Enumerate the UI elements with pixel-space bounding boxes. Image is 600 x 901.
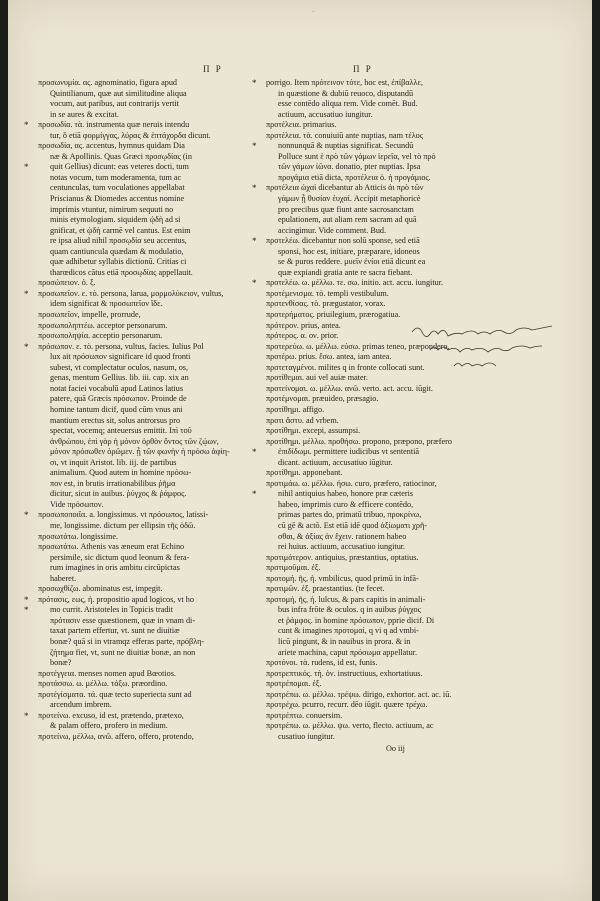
text-line [266, 289, 514, 300]
text-line [266, 626, 514, 637]
line-text: προσωτάτω. longissime. [38, 531, 118, 541]
text-line [38, 521, 288, 532]
line-text: προτρέπω. ω. μέλλω. τρέψω. dirigo, exhortor. act. ac. iū. [266, 689, 452, 699]
line-text: Oo iij [386, 744, 405, 754]
line-text: προτείνομαι. ω. μέλλω. ανῶ. verto. act. accu. iūgit. [266, 383, 433, 393]
line-text: epulationem, aut aliam rem sacram ad quā [278, 215, 417, 225]
line-text: προτίθημι. excepi, assumpsi. [266, 426, 361, 436]
line-text: προσωποποιΐα. a. longissimus. vt πρόσωπος, latissi- [38, 510, 209, 520]
text-line [24, 605, 288, 616]
line-text: Polluce sunt ἑ πρὸ τῶν γάμων ἱερεῖα, vel τὸ πρὸ [278, 151, 436, 161]
line-text: προτρέχω. pcurro, recurr. dēo iūgit. quære τρέχω. [266, 700, 428, 710]
text-line [266, 468, 514, 479]
signature-mark [266, 744, 514, 755]
line-text: σθαι, & ἀξίας ἀν ἔχειν. rationem habeo [278, 531, 407, 541]
text-line [38, 721, 288, 732]
asterisk-mark: * [24, 162, 29, 173]
asterisk-mark: * [252, 141, 257, 152]
line-text: προτομή. ῆς, ἡ. vmbilicus, quod primū in infā- [266, 573, 419, 583]
asterisk-mark: * [24, 710, 29, 721]
text-line [266, 257, 514, 268]
handwritten-marginal-note [410, 322, 600, 378]
folio-mark: · [312, 8, 315, 16]
asterisk-mark: * [24, 120, 29, 131]
line-text: cusatiuo iungitur. [278, 731, 335, 741]
text-line [24, 162, 288, 173]
line-text: προτείνω, μέλλω, ανῶ. affero, offero, protendo, [38, 731, 194, 741]
text-line [38, 626, 288, 637]
line-text: in quæstione & dubiū reuoco, disputandū [278, 88, 414, 98]
text-line [38, 173, 288, 184]
line-text: προτέγίσματα. τά. quæ tecto superiecta sunt ad [38, 689, 192, 699]
line-text: tharœdicos cātus etiā προσῳδίας appellauit. [50, 267, 193, 277]
text-line [266, 711, 514, 722]
line-text: bonæ? [50, 658, 72, 668]
text-line [24, 341, 288, 353]
line-text: ἐπιδίδωμι. permittere iudicibus vt sententiā [278, 447, 420, 457]
line-text: προτάσσω. ω. μέλλω. τάξω. præordino. [38, 679, 168, 689]
line-text: προτέλεια ὠχαὶ dicebantur ab Atticis ἀι πρὸ τῶν [266, 183, 424, 193]
text-line [252, 278, 514, 289]
line-text: προσωχθίζω. abominatus est, impegit. [38, 584, 163, 594]
line-text: προτίθημι. μέλλω. προθήσω. propono, præpono, præfero [266, 436, 452, 446]
text-line [38, 99, 288, 110]
text-line [266, 437, 514, 448]
line-text: rei huius. actiuum, accusatiuo iungitur. [278, 542, 406, 552]
line-text: μόνον πρόσωθεν ὁρῶμεν. ᾗ τῶν φωνὴν ἡ πρόσω ἀφίη- [50, 447, 230, 457]
line-text: πρότερον. prius, antea. [266, 320, 341, 330]
text-line [38, 257, 288, 268]
text-line [38, 321, 288, 332]
asterisk-mark: * [252, 278, 257, 289]
line-text: notat faciei vocabulū apud Latinos latius [50, 383, 184, 393]
line-text: προτέλεια. τὰ. conuiuiū ante nuptias, nam τέλος [266, 130, 424, 140]
asterisk-mark: * [252, 447, 257, 458]
text-line [38, 437, 288, 448]
line-text: quam cantiuncula quædam & modulatio, [50, 246, 184, 256]
text-line [38, 89, 288, 100]
text-line [266, 89, 514, 100]
text-line [252, 447, 514, 458]
text-line [266, 553, 514, 564]
line-text: notas vocum, tum moderamenta, tum ac [50, 172, 182, 182]
text-line [266, 384, 514, 395]
text-line [38, 363, 288, 374]
text-line [38, 78, 288, 89]
text-line [266, 416, 514, 427]
line-text: quit Gellius) dicunt: eas veteres docti, tum [50, 162, 189, 172]
text-line [24, 120, 288, 131]
line-text: προτερήματος. priuilegium, prærogatiua. [266, 310, 401, 320]
text-line [38, 690, 288, 701]
text-line [266, 574, 514, 585]
line-text: σι, vt inquit Aristot. lib. iij. de partibus [50, 457, 177, 467]
text-line [252, 236, 514, 247]
line-text: προτιμότερον. antiquius, præstantius, optatius. [266, 552, 419, 562]
line-text: rum imagines in oris ambitu circūpictas [50, 563, 180, 573]
line-text: προσωπεῖον, impelle, prorrude, [38, 310, 141, 320]
line-text: vocum, aut paribus, aut contrarijs vertit [50, 99, 179, 109]
line-text: esse contēdo aliqua rem. Vide comēt. Bud. [278, 99, 418, 109]
text-line [266, 690, 514, 701]
text-line [266, 532, 514, 543]
line-text: προγάμια etiā dicta, προτέλεια ὁ. ἡ προγάμιος. [278, 172, 431, 182]
line-text: προτέμενισμα. τὸ. templi vestibulum. [266, 288, 389, 298]
text-line [266, 500, 514, 511]
text-line [266, 173, 514, 184]
text-line [38, 110, 288, 121]
line-text: patere, quā Græcis πρόσωπον. Proinde de [50, 394, 187, 404]
line-text: cunt & imagines προτομαί, q vi q ad vmbi- [278, 626, 419, 636]
text-line [24, 510, 288, 521]
line-text: imprimis vtuntur, nimirum sequuti no [50, 204, 174, 214]
asterisk-mark: * [24, 510, 29, 521]
asterisk-mark: * [24, 594, 29, 605]
line-text: dicant. actiuum, accusatiuo iūgitur. [278, 457, 393, 467]
text-line [266, 394, 514, 405]
text-line [266, 152, 514, 163]
text-line [38, 584, 288, 595]
line-text: subest, vt complectatur oculos, nasum, os, [50, 362, 189, 372]
line-text: bus infra frōte & oculos. q in auibus ῥύγχος [278, 605, 421, 615]
line-text: προσωποληπτέω. acceptor personarum. [38, 320, 168, 330]
line-text: προτιμάω. ω. μέλλω. ήσω. curo, præfero, ratiocinor, [266, 478, 437, 488]
text-line [38, 700, 288, 711]
text-line [38, 405, 288, 416]
line-text: gnificat, et ᾠδὴ carmē vel cantus. Est enim [50, 225, 191, 235]
text-line [266, 426, 514, 437]
text-line [266, 648, 514, 659]
line-text: genas, mentum Gellius. lib. iii. cap. xix an [50, 373, 189, 383]
text-line [266, 120, 514, 131]
line-text: προσωπεῖον. ε. τὸ. persona, larua, μορμολύκειον, vultus, [38, 288, 224, 298]
line-text: προτι ἄστυ. ad vrbem. [266, 415, 339, 425]
text-line [266, 131, 514, 142]
line-text: προτελέω. ω. μέλλω. τε. σω. initio. act. accu. iungitur. [266, 278, 444, 288]
text-line [24, 594, 288, 606]
text-line [38, 236, 288, 247]
line-text: haberet. [50, 573, 77, 583]
text-line [266, 162, 514, 173]
line-text: πρότερος. α. ον. prior. [266, 331, 339, 341]
line-text: προσωποληψία. acceptio personarum. [38, 331, 163, 341]
line-text: προτέγγεια. menses nomen apud Bœotios. [38, 668, 176, 678]
line-text: προσωδία. τὰ. instrumenta quæ neruis intendu [38, 120, 190, 130]
line-text: προτελέω. dicebantur non solū sponse, sed etiā [266, 236, 420, 246]
text-line [266, 226, 514, 237]
text-line [38, 616, 288, 627]
text-line [24, 288, 288, 300]
text-line [266, 99, 514, 110]
text-line [38, 563, 288, 574]
text-line [38, 458, 288, 469]
line-text: pro precibus quæ fiunt ante sacrosanctam [278, 204, 414, 214]
line-text: Priscianus & Diomedes accentus nomine [50, 194, 185, 204]
text-line [38, 416, 288, 427]
text-line [266, 110, 514, 121]
line-text: lux ait πρόσωπον significare id quod fronti [50, 352, 191, 362]
line-text: προσωδία, ας. accentus, hymnus quidam Dia [38, 141, 185, 151]
line-text: accingimur. Vide comment. Bud. [278, 225, 387, 235]
text-line [38, 352, 288, 363]
line-text: πον est, in brutis irrationabilibus ῥῆμα [50, 478, 176, 488]
text-line [38, 205, 288, 216]
line-text: spectat, vocemq; anteuersus emittit. Iπὶ τοῦ [50, 426, 192, 436]
text-line [38, 278, 288, 289]
text-line [38, 574, 288, 585]
line-text: in se aures & excitat. [50, 109, 119, 119]
line-text: πρότασις, εως, ἡ. propositio apud logicos, vt ho [38, 594, 194, 604]
text-line [266, 479, 514, 490]
line-text: προτρέπτω. conuersim. [266, 710, 343, 720]
text-line [38, 479, 288, 490]
line-text: γάμων ᾗ θυσίαν ἐυχαί. Accipit metaphoricè [278, 194, 421, 204]
line-text: habeo, imprimis curo & efficere contēdo, [278, 499, 414, 509]
text-line [266, 205, 514, 216]
text-line [266, 510, 514, 521]
text-line [38, 194, 288, 205]
line-text: me, longissime. dictum per ellipsin τῆς ὁδῶ. [50, 520, 196, 530]
text-line [266, 405, 514, 416]
line-text: arcendum imbrem. [50, 700, 112, 710]
text-line [266, 700, 514, 711]
line-text: προτέμνομαι. præuideo, præsagio. [266, 394, 379, 404]
text-line [38, 679, 288, 690]
line-text: animalium. Quod autem in homine πρόσω- [50, 468, 192, 478]
text-line [38, 500, 288, 511]
text-line [266, 268, 514, 279]
text-line [24, 710, 288, 722]
text-line [38, 152, 288, 163]
line-text: minis etymologiam. siquidem ᾠδὴ ad si [50, 215, 181, 225]
text-line [266, 679, 514, 690]
line-text: & palam offero, profero in medium. [50, 721, 168, 731]
text-line [38, 489, 288, 500]
text-line [38, 732, 288, 743]
text-line [38, 468, 288, 479]
line-text: προτομή, ῆς, ἡ. lulcus, & pars capitis in animali- [266, 594, 426, 604]
line-text: προτρεπτικός. τή. ὁν. instructiuus, exhortatiuus. [266, 668, 423, 678]
line-text: προσωτάτω. Athenis vas æneum erat Echino [38, 542, 185, 552]
header-right: Π Ρ [353, 64, 373, 74]
left-column [24, 78, 288, 742]
line-text: προσώπειον. ὁ. ξ. [38, 278, 96, 288]
line-text: re ipsa aliud nihil προσῳδία seu accentus, [50, 236, 187, 246]
line-text: προτίθεμαι. aui vel auiæ mater. [266, 373, 368, 383]
line-text: næ & Apollinis. Quas Græci προσῳδίας (in [50, 151, 192, 161]
line-text: ζήτημα fiet, vt, sunt ne diuitiæ bonæ, an non [50, 647, 196, 657]
text-line [252, 141, 514, 152]
line-text: mo currit. Aristoteles in Topicis tradit [50, 605, 173, 615]
text-line [38, 426, 288, 437]
line-text: se & puros reddere. μυεῖν ἐνίοι etiā dicunt ea [278, 257, 426, 267]
line-text: tur, ὃ etiā φορμίγγας, λύρας & ἑπτάχορδα dicunt. [50, 130, 211, 140]
text-line [252, 489, 514, 500]
text-line [266, 521, 514, 532]
line-text: προτενθίσας. τὸ. prægustator, vorax. [266, 299, 386, 309]
line-text: bonæ? quā si in vtramqz efferas parte, πρόβλη- [50, 636, 205, 646]
line-text: Quintilianum, quæ aut similitudine aliqua [50, 88, 187, 98]
text-line [38, 310, 288, 321]
text-line [38, 394, 288, 405]
line-text: ariete machina, caput πρόσωμα appellatur. [278, 647, 417, 657]
asterisk-mark: * [24, 288, 29, 299]
line-text: et ῥάμφος. in homine πρόσωπον, pprie dicif. Di [278, 615, 435, 625]
line-text: προτεταγμένοι. milites q in fronte collocati sunt. [266, 362, 425, 372]
text-line [38, 553, 288, 564]
line-text: πρότασιν esse quæstionem, quæ in vnam di- [50, 615, 196, 625]
line-text: mantium erectus sit, solus antrorsus pro [50, 415, 181, 425]
text-line [266, 215, 514, 226]
text-line [38, 637, 288, 648]
text-line [266, 595, 514, 606]
text-line [38, 542, 288, 553]
asterisk-mark: * [252, 489, 257, 500]
text-line [38, 648, 288, 659]
line-text: πρόσωπον. ε. τὸ. persona, vultus, facies. Iulius Pol [38, 341, 204, 351]
line-text: actiuum, accusatiuo iungitur. [278, 109, 373, 119]
text-line [266, 605, 514, 616]
line-text: porrigo. Item πρότεινον τότε, hoc est, ἐπίβαλλε, [266, 78, 423, 87]
text-line [38, 268, 288, 279]
text-line [38, 299, 288, 310]
line-text: προτείνω. excuso, id est, prætendo, prætexo, [38, 710, 184, 720]
line-text: homine tantum dicif, quod cūm vnus ani [50, 404, 183, 414]
line-text: quæ adhibetur syllabis dictionū. Critias ci [50, 257, 187, 267]
text-line [266, 732, 514, 743]
text-line [38, 658, 288, 669]
text-line [266, 637, 514, 648]
header-left: Π Ρ [203, 64, 223, 74]
text-line [266, 310, 514, 321]
asterisk-mark: * [252, 236, 257, 247]
asterisk-mark: * [24, 605, 29, 616]
text-line [38, 447, 288, 458]
right-column [252, 78, 514, 755]
text-line [38, 141, 288, 152]
page [8, 0, 592, 901]
line-text: προσωνυμία. ας. agnominatio, figura apud [38, 78, 178, 87]
text-line [266, 563, 514, 574]
line-text: προτιμῶν. ἐξ. praestantius. (te fecet. [266, 584, 385, 594]
text-line [38, 331, 288, 342]
text-line [266, 669, 514, 680]
text-line [38, 131, 288, 142]
text-line [266, 194, 514, 205]
line-text: προτρέπομαι. ἐξ. [266, 679, 322, 689]
line-text: ἀνθρώπου, ἐπὶ γὰρ ἡ μόνον ὀρθὸν ὄντος τῶν ζῴων, [50, 436, 219, 446]
line-text: προτέλεια. primarius. [266, 120, 337, 130]
text-line [38, 247, 288, 258]
text-line [266, 247, 514, 258]
line-text: προτόνοι. τὰ. rudens, id est, funis. [266, 658, 378, 668]
line-text: προτρέπω. ω. μέλλω. ψω. verto, flecto. actiuum, ac [266, 721, 434, 731]
line-text: licū pingunt, & in nauibus in prora. & in [278, 636, 411, 646]
text-line [38, 669, 288, 680]
text-line [266, 658, 514, 669]
text-line [266, 584, 514, 595]
text-line [38, 183, 288, 194]
line-text: Vide πρόσωπον. [50, 499, 104, 509]
line-text: idem significat & προσωπεῖον ἴδε. [50, 299, 163, 309]
text-line [38, 384, 288, 395]
text-line [266, 616, 514, 627]
text-line [38, 226, 288, 237]
asterisk-mark: * [252, 78, 257, 88]
text-line [38, 532, 288, 543]
line-text: sponsi, hoc est, initiare, præparare, idoneos [278, 246, 420, 256]
text-line [252, 183, 514, 194]
line-text: προτερεύω. ω. μέλλω. εύσω. primas teneo, præpondero. [266, 341, 450, 351]
line-text: cū gē & actō. Est etiā idē quod ἀξίωματι χρῆ- [278, 520, 428, 530]
line-text: προτίθημι. apponebant. [266, 468, 343, 478]
line-text: taxat partem effertur, vt. sunt ne diuitiæ [50, 626, 180, 636]
line-text: προτιμοῦμαι. ἐξ. [266, 563, 321, 573]
asterisk-mark: * [252, 183, 257, 194]
line-text: τῶν γάμων ἰῶνα. donatio, pter nuptias. Ipsa [278, 162, 421, 172]
text-line [266, 542, 514, 553]
text-line [38, 373, 288, 384]
line-text: persimile, sic dictum quod leonum & fera- [50, 552, 190, 562]
text-line [266, 458, 514, 469]
line-text: nihil antiquius habeo, honore præ cæteris [278, 489, 414, 499]
line-text: centunculas, tum voculationes appellabat [50, 183, 185, 193]
line-text: προτίθημι. affigo. [266, 404, 325, 414]
text-line [38, 215, 288, 226]
line-text: nonnunquā & nuptias significat. Secundū [278, 141, 414, 151]
asterisk-mark: * [24, 341, 29, 352]
line-text: quæ expiandi gratia ante re sacra fiebant. [278, 267, 413, 277]
line-text: προτέρω. prius. ἔσω. antea, iam antea. [266, 352, 392, 362]
text-line [266, 299, 514, 310]
text-line [252, 78, 514, 89]
line-text: primas partes do, primatū tribuo, προκρίνω, [278, 510, 422, 520]
line-text: dicitur, sicut in auibus. ῥύγχος & ῥάμφος. [50, 489, 187, 499]
text-line [266, 721, 514, 732]
